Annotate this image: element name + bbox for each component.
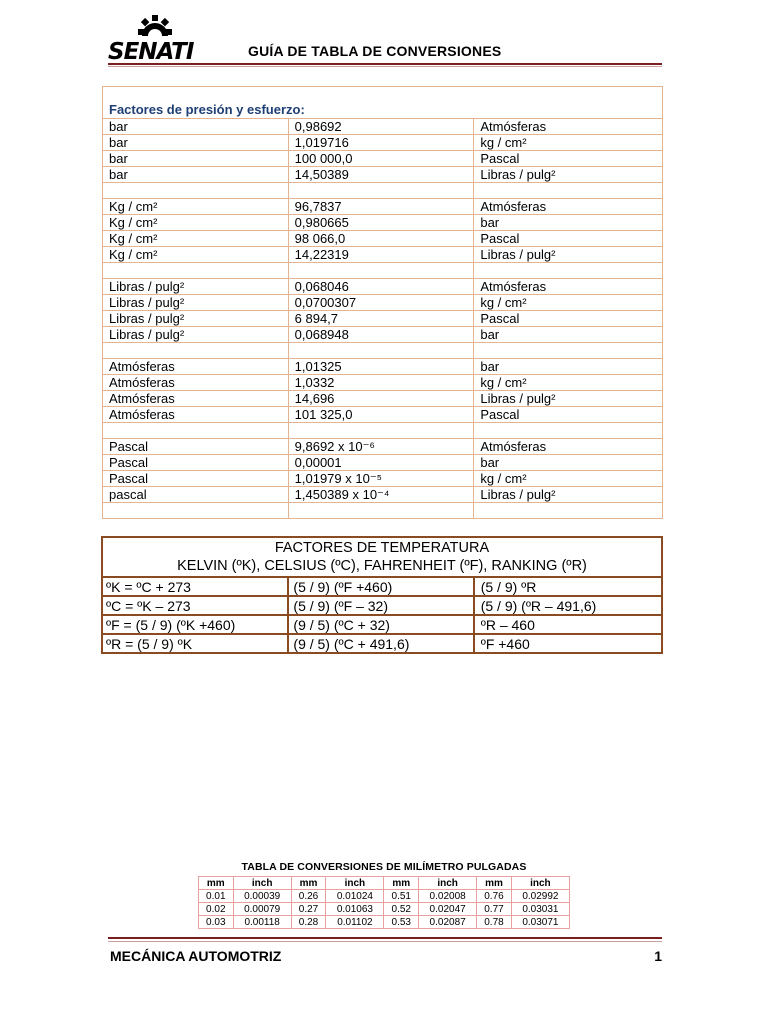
pressure-table-title: Factores de presión y esfuerzo: [103, 87, 663, 119]
temperature-row [102, 634, 662, 653]
pressure-cell-to-unit: Libras / pulg² [474, 247, 663, 263]
logo-wordmark: SENATI [108, 39, 194, 65]
pressure-empty-cell [474, 343, 663, 359]
pressure-cell-factor: 98 066,0 [288, 231, 474, 247]
pressure-row [103, 375, 663, 391]
temperature-row [102, 596, 662, 615]
temperature-title-line2: KELVIN (ºK), CELSIUS (ºC), FAHRENHEIT (ºF), RANKING (ºR) [177, 558, 587, 574]
pressure-cell-from-unit: Atmósferas [103, 375, 289, 391]
page-header [108, 14, 662, 70]
pressure-empty-cell [288, 503, 474, 519]
temperature-formula-cell: ºR = (5 / 9) ºK [102, 634, 288, 653]
pressure-cell-from-unit: Libras / pulg² [103, 311, 289, 327]
pressure-empty-cell [474, 183, 663, 199]
temperature-table-title [102, 537, 662, 577]
pressure-empty-cell [288, 423, 474, 439]
mm-inch-cell: 0.53 [384, 916, 419, 929]
mm-inch-table-title: TABLA DE CONVERSIONES DE MILÍMETRO PULGADAS [241, 861, 527, 873]
mm-inch-cell: 0.02047 [419, 903, 477, 916]
pressure-cell-to-unit: Atmósferas [474, 279, 663, 295]
temperature-formula-cell: (5 / 9) (ºF +460) [288, 577, 473, 596]
mm-inch-row [199, 916, 570, 929]
pressure-row [103, 295, 663, 311]
temperature-row [102, 615, 662, 634]
pressure-empty-cell [288, 343, 474, 359]
pressure-cell-from-unit: Libras / pulg² [103, 279, 289, 295]
pressure-row [103, 407, 663, 423]
mm-inch-cell: 0.03071 [511, 916, 569, 929]
pressure-cell-factor: 101 325,0 [288, 407, 474, 423]
footer-course-name: MECÁNICA AUTOMOTRIZ [110, 948, 282, 964]
mm-inch-cell: 0.78 [477, 916, 512, 929]
pressure-cell-to-unit: Pascal [474, 231, 663, 247]
temperature-formula-cell: (5 / 9) (ºF – 32) [288, 596, 473, 615]
pressure-cell-factor: 0,98692 [288, 119, 474, 135]
pressure-cell-to-unit: bar [474, 215, 663, 231]
document-title: GUÍA DE TABLA DE CONVERSIONES [248, 43, 502, 59]
pressure-row [103, 151, 663, 167]
mm-inch-cell: 0.02008 [419, 890, 477, 903]
pressure-cell-from-unit: Atmósferas [103, 407, 289, 423]
mm-inch-header-cell: inch [419, 877, 477, 890]
mm-inch-cell: 0.76 [477, 890, 512, 903]
pressure-cell-factor: 0,00001 [288, 455, 474, 471]
pressure-row [103, 439, 663, 455]
pressure-cell-factor: 96,7837 [288, 199, 474, 215]
pressure-cell-factor: 0,068948 [288, 327, 474, 343]
pressure-spacer-row [103, 423, 663, 439]
pressure-row [103, 215, 663, 231]
pressure-cell-from-unit: Atmósferas [103, 359, 289, 375]
pressure-row [103, 247, 663, 263]
mm-inch-cell: 0.28 [291, 916, 326, 929]
pressure-cell-to-unit: kg / cm² [474, 135, 663, 151]
pressure-cell-to-unit: kg / cm² [474, 295, 663, 311]
mm-inch-cell: 0.02 [199, 903, 234, 916]
pressure-cell-factor: 1,0332 [288, 375, 474, 391]
pressure-cell-from-unit: Atmósferas [103, 391, 289, 407]
pressure-empty-cell [103, 503, 289, 519]
pressure-cell-from-unit: Pascal [103, 439, 289, 455]
pressure-spacer-row [103, 503, 663, 519]
temperature-formula-cell: ºF = (5 / 9) (ºK +460) [102, 615, 288, 634]
pressure-cell-factor: 6 894,7 [288, 311, 474, 327]
senati-logo [108, 14, 204, 65]
pressure-cell-to-unit: bar [474, 359, 663, 375]
pressure-empty-cell [103, 423, 289, 439]
pressure-cell-to-unit: Atmósferas [474, 199, 663, 215]
mm-inch-cell: 0.27 [291, 903, 326, 916]
mm-inch-cell: 0.00118 [233, 916, 291, 929]
pressure-cell-from-unit: Kg / cm² [103, 215, 289, 231]
pressure-row [103, 311, 663, 327]
pressure-cell-from-unit: Pascal [103, 455, 289, 471]
pressure-empty-cell [474, 423, 663, 439]
pressure-cell-factor: 14,50389 [288, 167, 474, 183]
pressure-cell-factor: 0,980665 [288, 215, 474, 231]
pressure-cell-to-unit: Pascal [474, 311, 663, 327]
pressure-spacer-row [103, 263, 663, 279]
temperature-formula-cell: (9 / 5) (ºC + 32) [288, 615, 473, 634]
pressure-cell-factor: 100 000,0 [288, 151, 474, 167]
pressure-cell-to-unit: Atmósferas [474, 119, 663, 135]
temperature-formula-cell: (5 / 9) (ºR – 491,6) [474, 596, 662, 615]
mm-inch-header-cell: mm [199, 877, 234, 890]
pressure-row [103, 391, 663, 407]
temperature-formula-cell: ºF +460 [474, 634, 662, 653]
mm-inch-header-cell: mm [384, 877, 419, 890]
pressure-row [103, 359, 663, 375]
pressure-cell-from-unit: Kg / cm² [103, 231, 289, 247]
pressure-cell-from-unit: Kg / cm² [103, 199, 289, 215]
temperature-row [102, 577, 662, 596]
pressure-cell-factor: 0,0700307 [288, 295, 474, 311]
mm-inch-cell: 0.52 [384, 903, 419, 916]
mm-inch-header-cell: inch [326, 877, 384, 890]
temperature-title-line1: FACTORES DE TEMPERATURA [274, 540, 490, 556]
pressure-cell-factor: 0,068046 [288, 279, 474, 295]
pressure-spacer-row [103, 183, 663, 199]
pressure-cell-to-unit: Libras / pulg² [474, 167, 663, 183]
mm-inch-cell: 0.01024 [326, 890, 384, 903]
pressure-row [103, 471, 663, 487]
temperature-formula-cell: ºC = ºK – 273 [102, 596, 288, 615]
mm-inch-cell: 0.01 [199, 890, 234, 903]
mm-inch-cell: 0.02992 [511, 890, 569, 903]
pressure-cell-from-unit: bar [103, 119, 289, 135]
pressure-cell-factor: 1,450389 x 10⁻⁴ [288, 487, 474, 503]
mm-inch-row [199, 903, 570, 916]
pressure-cell-from-unit: pascal [103, 487, 289, 503]
pressure-cell-to-unit: bar [474, 455, 663, 471]
pressure-cell-factor: 1,01979 x 10⁻⁵ [288, 471, 474, 487]
pressure-row [103, 327, 663, 343]
pressure-cell-from-unit: bar [103, 151, 289, 167]
temperature-formula-cell: (5 / 9) ºR [474, 577, 662, 596]
temperature-formula-cell: ºK = ºC + 273 [102, 577, 288, 596]
pressure-cell-from-unit: bar [103, 135, 289, 151]
mm-inch-cell: 0.01063 [326, 903, 384, 916]
pressure-cell-factor: 14,696 [288, 391, 474, 407]
pressure-row [103, 167, 663, 183]
pressure-row [103, 199, 663, 215]
mm-inch-cell: 0.03031 [511, 903, 569, 916]
temperature-formula-cell: (9 / 5) (ºC + 491,6) [288, 634, 473, 653]
pressure-empty-cell [288, 263, 474, 279]
pressure-cell-to-unit: kg / cm² [474, 375, 663, 391]
pressure-row [103, 135, 663, 151]
mm-inch-table-body [199, 877, 570, 929]
mm-inch-row [199, 890, 570, 903]
footer-rule [108, 937, 662, 942]
mm-inch-cell: 0.00079 [233, 903, 291, 916]
temperature-table-body [102, 537, 662, 653]
pressure-cell-to-unit: Libras / pulg² [474, 487, 663, 503]
temperature-factors-table [101, 536, 663, 654]
header-rule [108, 63, 662, 67]
pressure-row [103, 279, 663, 295]
pressure-title-row [103, 87, 663, 119]
mm-inch-header-cell: inch [233, 877, 291, 890]
mm-inch-cell: 0.51 [384, 890, 419, 903]
pressure-cell-from-unit: Pascal [103, 471, 289, 487]
pressure-cell-to-unit: Pascal [474, 151, 663, 167]
pressure-cell-factor: 14,22319 [288, 247, 474, 263]
mm-inch-cell: 0.02087 [419, 916, 477, 929]
pressure-cell-to-unit: Pascal [474, 407, 663, 423]
pressure-empty-cell [474, 263, 663, 279]
pressure-empty-cell [288, 183, 474, 199]
pressure-empty-cell [474, 503, 663, 519]
temperature-title-row [102, 537, 662, 577]
pressure-cell-to-unit: bar [474, 327, 663, 343]
pressure-empty-cell [103, 343, 289, 359]
pressure-row [103, 231, 663, 247]
pressure-cell-to-unit: kg / cm² [474, 471, 663, 487]
pressure-factors-table [102, 86, 663, 519]
pressure-empty-cell [103, 263, 289, 279]
mm-inch-header-row [199, 877, 570, 890]
mm-inch-cell: 0.01102 [326, 916, 384, 929]
mm-inch-cell: 0.77 [477, 903, 512, 916]
pressure-row [103, 119, 663, 135]
temperature-formula-cell: ºR – 460 [474, 615, 662, 634]
pressure-cell-from-unit: Libras / pulg² [103, 327, 289, 343]
pressure-cell-factor: 1,019716 [288, 135, 474, 151]
pressure-cell-to-unit: Atmósferas [474, 439, 663, 455]
pressure-row [103, 455, 663, 471]
pressure-spacer-row [103, 343, 663, 359]
pressure-cell-from-unit: Libras / pulg² [103, 295, 289, 311]
pressure-empty-cell [103, 183, 289, 199]
mm-inch-table [198, 876, 570, 929]
pressure-cell-from-unit: Kg / cm² [103, 247, 289, 263]
pressure-cell-factor: 1,01325 [288, 359, 474, 375]
pressure-cell-to-unit: Libras / pulg² [474, 391, 663, 407]
pressure-table-body [103, 87, 663, 519]
pressure-cell-factor: 9,8692 x 10⁻⁶ [288, 439, 474, 455]
mm-inch-cell: 0.03 [199, 916, 234, 929]
mm-inch-cell: 0.26 [291, 890, 326, 903]
page-number: 1 [654, 948, 662, 964]
pressure-row [103, 487, 663, 503]
mm-inch-cell: 0.00039 [233, 890, 291, 903]
mm-inch-header-cell: mm [291, 877, 326, 890]
pressure-cell-from-unit: bar [103, 167, 289, 183]
mm-inch-header-cell: inch [511, 877, 569, 890]
mm-inch-header-cell: mm [477, 877, 512, 890]
